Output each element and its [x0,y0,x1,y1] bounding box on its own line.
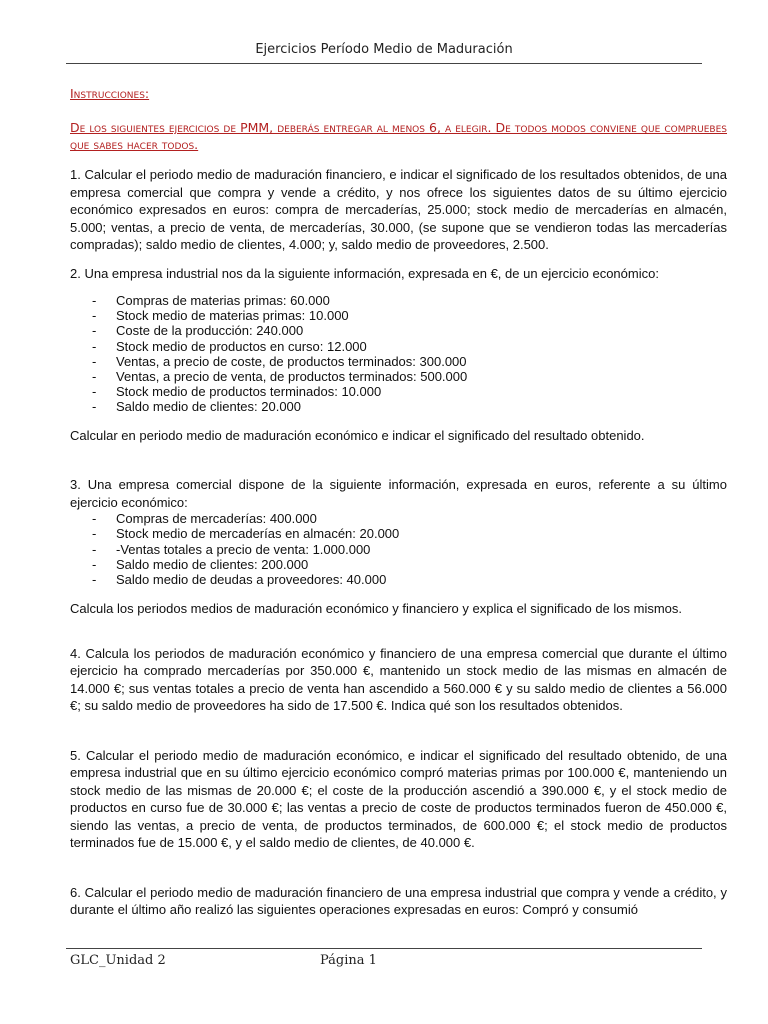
list-item: - Ventas, a precio de coste, de productos terminados: 300.000 [92,354,727,369]
list-item: - -Ventas totales a precio de venta: 1.000.000 [92,542,727,557]
list-item: - Coste de la producción: 240.000 [92,323,727,338]
footer-page-number: Página 1 [320,953,377,968]
list-item: - Saldo medio de clientes: 200.000 [92,557,727,572]
page-footer [66,948,702,973]
list-item: - Stock medio de productos en curso: 12.000 [92,339,727,354]
page-content [70,86,727,919]
exercise-2-intro: 2. Una empresa industrial nos da la siguiente información, expresada en €, de un ejercicio económico: [70,265,659,281]
exercise-1: 1. Calcular el periodo medio de maduración financiero, e indicar el significado de los resultados obtenidos, de una empresa comercial que compra y vende a crédito, y nos ofrece los siguientes datos de su último ejercicio económico expresados en euros: compra de mercaderías, 25.000; stock medio de mercaderías en almacén, 5.000; ventas, a precio de venta, de mercaderías, 30.000, (se supone que se vendieron todas las mercaderías compradas); saldo medio de clientes, 4.000; y, saldo medio de proveedores, 2.500. [70,167,727,252]
exercise-5: 5. Calcular el periodo medio de maduración económico, e indicar el significado del resultado obtenido, de una empresa industrial que en su último ejercicio económico compró materias primas por 100.000 €, manteniendo un stock medio de las mismas de 20.000 €; el coste de la producción ascendió a 390.000 €, y el stock medio de productos en curso fue de 30.000 €; las ventas a precio de coste de productos terminados fueron de 450.000 €, siendo las ventas, a precio de venta, de productos terminados, de 600.000 €; el stock medio de productos terminados fue de 15.000 €, y el saldo medio de clientes, de 40.000 €. [70,747,727,851]
list-item: - Ventas, a precio de venta, de productos terminados: 500.000 [92,369,727,384]
exercise-3-intro: 3. Una empresa comercial dispone de la siguiente información, expresada en euros, referente a su último ejercicio económico: [70,477,727,510]
exercise-3-outro: Calcula los periodos medios de maduración económico y financiero y explica el significado de los mismos. [70,601,683,617]
exercise-6: 6. Calcular el periodo medio de maduración financiero de una empresa industrial que compra y vende a crédito, y durante el último año realizó las siguientes operaciones expresadas en euros: Compró y consumió [70,884,727,918]
list-item: - Saldo medio de deudas a proveedores: 40.000 [92,572,727,587]
header-rule [66,63,702,64]
footer-unit: GLC_Unidad 2 [70,953,166,968]
exercise-2-outro: Calcular en periodo medio de maduración económico e indicar el significado del resultado obtenido. [70,427,645,443]
instructions-title: Instrucciones: [70,86,150,101]
list-item: - Stock medio de mercaderías en almacén: 20.000 [92,526,727,541]
exercise-3-list [70,511,727,587]
list-item: - Compras de mercaderías: 400.000 [92,511,727,526]
list-item: - Saldo medio de clientes: 20.000 [92,399,727,414]
list-item: - Stock medio de productos terminados: 10.000 [92,384,727,399]
exercise-4: 4. Calcula los periodos de maduración económico y financiero de una empresa comercial que durante el último ejercicio ha comprado mercaderías por 350.000 €, mantenido un stock medio de las mismas en almacén de 14.000 €; sus ventas totales a precio de venta han ascendido a 560.000 € y su saldo medio de clientes a 56.000 €; su saldo medio de proveedores ha sido de 17.500 €. Indica qué son los resultados obtenidos. [70,645,727,714]
list-item: - Stock medio de materias primas: 10.000 [92,308,727,323]
list-item: - Compras de materias primas: 60.000 [92,293,727,308]
exercise-2-list [70,293,727,415]
instructions-body: De los siguientes ejercicios de PMM, deberás entregar al menos 6, a elegir. De todos modos conviene que compruebes que sabes hacer todos. [70,120,727,152]
page-header-title: Ejercicios Período Medio de Maduración [255,42,513,57]
